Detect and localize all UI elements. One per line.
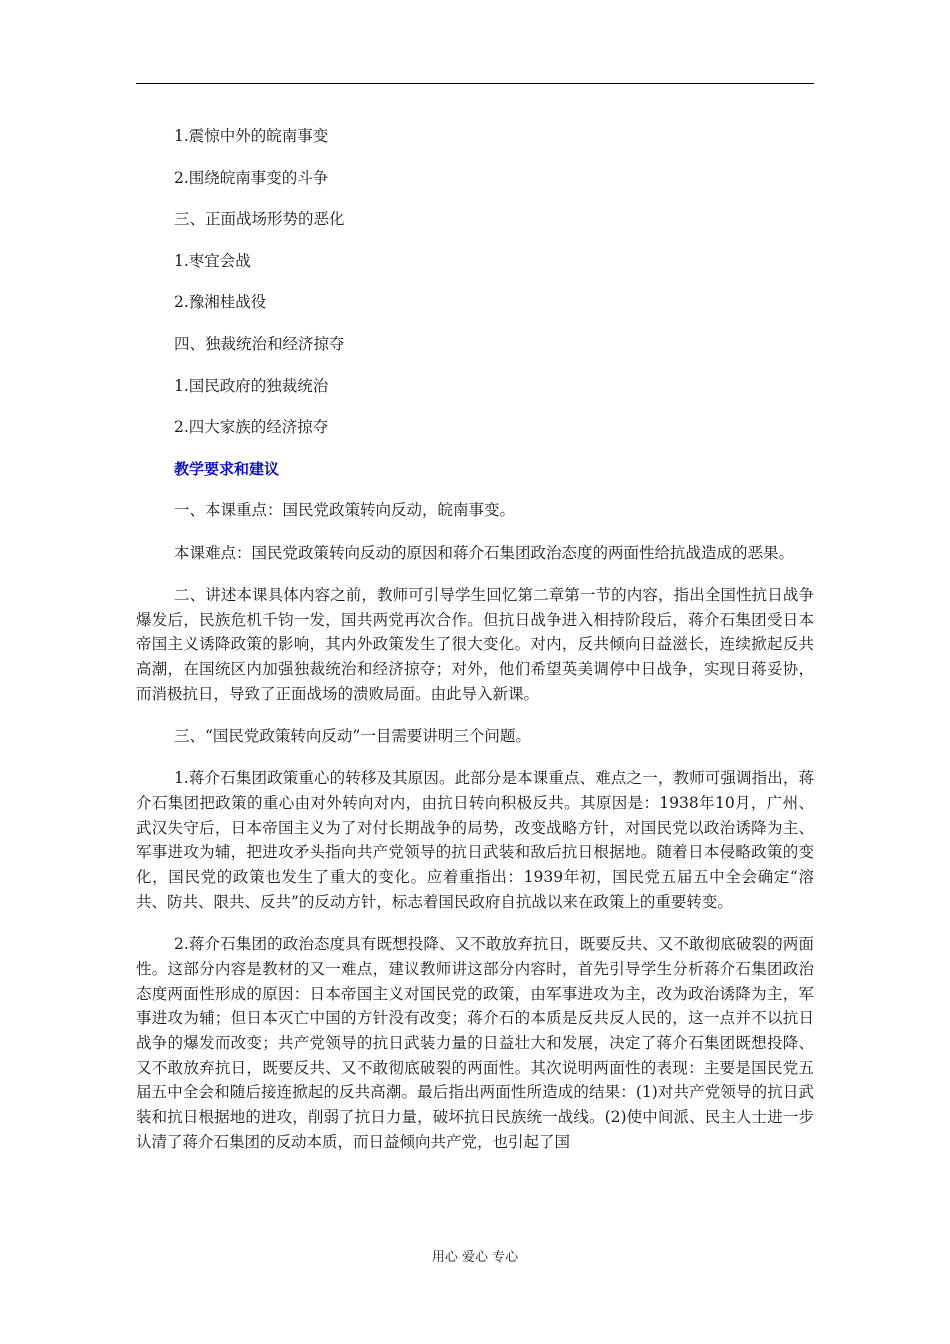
- outline-item: 1.枣宜会战: [174, 251, 251, 270]
- duality-paragraph: 2.蒋介石集团的政治态度具有既想投降、又不敢放弃抗日，既要反共、又不敢彻底破裂的两面性。这部分内容是教材的又一难点，建议教师讲这部分内容时，首先引导学生分析蒋介石集团政治态度两面性形成的原因：日本帝国主义对国民党的政策，由军事进攻为主，改为政治诱降为主，军事进攻为辅；但日本灭亡中国的方针没有改变；蒋介石的本质是反共反人民的，这一点并不以抗日战争的爆发而改变；共产党领导的抗日武装力量的日益壮大和发展，决定了蒋介石集团既想投降、又不敢放弃抗日，既要反共、又不敢彻底破裂的两面性。其次说明两面性的表现：主要是国民党五届五中全会和随后接连掀起的反共高潮。最后指出两面性所造成的结果：(1)对共产党领导的抗日武装和抗日根据地的进攻，削弱了抗日力量，破坏抗日民族统一战线。(2)使中间派、民主人士进一步认清了蒋介石集团的反动本质，而日益倾向共产党，也引起了国: [136, 935, 814, 1151]
- page-footer: 用心 爱心 专心: [431, 1250, 519, 1265]
- outline-item: 1.国民政府的独裁统治: [174, 376, 329, 395]
- document-body: [136, 124, 814, 1172]
- outline-item: 2.围绕皖南事变的斗争: [174, 168, 329, 187]
- topic-paragraph: 三、“国民党政策转向反动”一目需要讲明三个问题。: [174, 727, 531, 746]
- policy-shift-paragraph: 1.蒋介石集团政策重心的转移及其原因。此部分是本课重点、难点之一，教师可强调指出，蒋介石集团把政策的重心由对外转向对内，由抗日转向积极反共。其原因是：1938年10月，广州、武汉失守后，日本帝国主义为了对付长期战争的局势，改变战略方针，对国民党以政治诱降为主、军事进攻为辅，把进攻矛头指向共产党领导的抗日武装和敌后抗日根据地。随着日本侵略政策的变化，国民党的政策也发生了重大的变化。应着重指出：1939年初，国民党五届五中全会确定“溶共、防共、限共、反共”的反动方针，标志着国民政府自抗战以来在政策上的重要转变。: [136, 769, 814, 911]
- header-rule: [136, 83, 814, 84]
- section-heading: 教学要求和建议: [174, 459, 280, 478]
- difficulty-paragraph: 本课难点：国民党政策转向反动的原因和蒋介石集团政治态度的两面性给抗战造成的恶果。: [174, 543, 795, 562]
- outline-section: 三、正面战场形势的恶化: [174, 210, 345, 229]
- key-points-paragraph: 一、本课重点：国民党政策转向反动，皖南事变。: [174, 501, 516, 520]
- outline-item: 1.震惊中外的皖南事变: [174, 127, 329, 145]
- intro-paragraph: 二、讲述本课具体内容之前，教师可引导学生回忆第二章第一节的内容，指出全国性抗日战争爆发后，民族危机千钧一发，国共两党再次合作。但抗日战争进入相持阶段后，蒋介石集团受日本帝国主义诱降政策的影响，其内外政策发生了很大变化。对内，反共倾向日益滋长，连续掀起反共高潮，在国统区内加强独裁统治和经济掠夺；对外，他们希望英美调停中日战争，实现日蒋妥协，而消极抗日，导致了正面战场的溃败局面。由此导入新课。: [136, 585, 814, 703]
- outline-item: 2.豫湘桂战役: [174, 293, 267, 312]
- outline-section: 四、独裁统治和经济掠夺: [174, 334, 345, 353]
- outline-item: 2.四大家族的经济掠夺: [174, 418, 329, 437]
